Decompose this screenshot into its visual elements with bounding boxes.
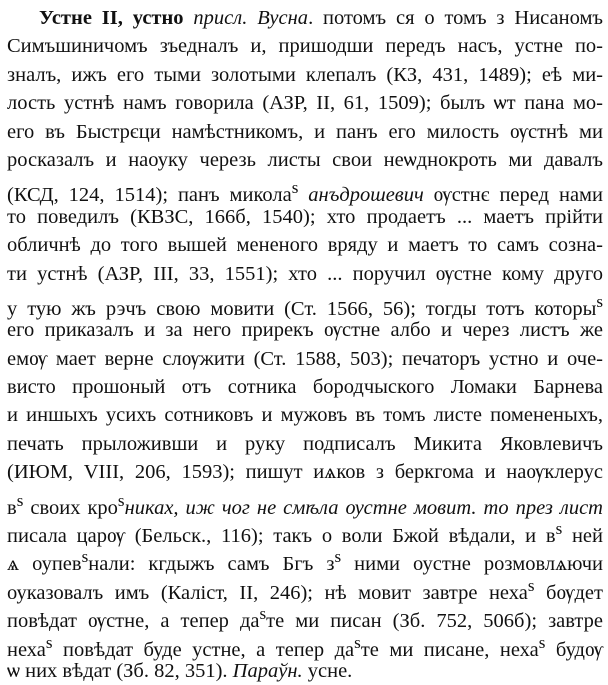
entry-line	[7, 260, 603, 288]
entry-line	[7, 600, 603, 633]
entry-text: повѣдат ѹстне, а тепер да	[7, 610, 260, 633]
entry-headword: Устне II, устно	[39, 7, 184, 29]
entry-text: никах, иж чог не смѣла ѹстне мовит. то през лист	[124, 496, 603, 519]
entry-line	[7, 458, 603, 486]
entry-text: печать прыложивши и руку подписалъ Микита Яковлевичъ	[7, 432, 603, 455]
entry-gloss: Вусна	[257, 7, 309, 29]
entry-part-of-speech: присл.	[193, 7, 248, 29]
entry-text: нами	[549, 184, 603, 207]
superscript-mark: s	[117, 490, 125, 510]
entry-line	[7, 543, 603, 576]
entry-line	[7, 515, 603, 547]
entry-text: в	[7, 496, 17, 519]
entry-text: обличнѣ до того вышей мененого вряду и маетъ то самъ созна-	[7, 234, 603, 257]
entry-line	[7, 231, 603, 259]
entry-text: те ми писан (Зб. 752, 506б); завтре	[266, 610, 603, 633]
entry-text: ѡ них вѣдат (Зб. 82, 351).	[7, 659, 233, 682]
entry-line	[7, 430, 603, 458]
superscript-mark: s	[81, 547, 89, 567]
entry-text: ними оустне розмовлѧючи	[341, 553, 603, 576]
entry-text: ѹстне кому друго	[425, 262, 603, 285]
entry-text: писала царѹ (Бельск., 116); такъ о воли Бжой вѣдали, и в	[7, 524, 556, 547]
entry-line	[7, 118, 603, 146]
entry-text: оуказовалъ имъ (Каліст, II, 246); нѣ мовит завтре неха	[7, 581, 528, 604]
entry-line	[7, 316, 603, 344]
entry-text: то поведилъ (КВЗС, 166б, 1540); хто продаетъ ... маетъ прійти	[7, 205, 603, 228]
entry-text: зналъ, ижъ его тыми золотыми клепалъ (КЗ, 431, 1489); еѣ ми-	[7, 63, 603, 86]
entry-text: его приказалъ и за него прирекъ ѹстне албо и через листъ же	[7, 319, 603, 342]
superscript-mark: s	[259, 604, 267, 624]
superscript-mark: s	[527, 575, 535, 595]
entry-text: ней	[562, 524, 603, 547]
entry-text: ѧ оупев	[7, 553, 82, 576]
entry-text: нали: кгдыжъ самъ Бгъ з	[88, 553, 335, 576]
entry-line	[7, 61, 603, 89]
superscript-mark: s	[538, 632, 546, 652]
dictionary-entry	[7, 4, 603, 685]
entry-line	[7, 373, 603, 401]
entry-text: Симъшиничомъ зъедналъ и, пришодши передъ насъ, устне по-	[7, 35, 603, 58]
entry-line: Устне II, устно присл. Вусна. потомъ ся о томъ з Нисаномъ	[39, 7, 604, 29]
entry-text: неха	[7, 638, 46, 661]
entry-text: своих кро	[23, 496, 118, 519]
entry-line	[7, 629, 603, 661]
entry-text: лость устнѣ намъ говорила (АЗР, II, 61, 1509); былъ ѡт пана мо-	[7, 92, 603, 115]
entry-text: ти устнѣ (АЗР, III, 33, 1551); хто ... поручил	[7, 262, 426, 285]
superscript-mark: s	[596, 291, 603, 311]
entry-text: висто прошоный отъ сотника бородчыского Ломаки Барнева	[7, 376, 603, 399]
entry-text: бѹдет	[534, 581, 603, 604]
entry-text: его въ Быстрєци намѣстникомъ, и панъ его милость ѹстнѣ ми	[7, 120, 603, 143]
entry-line	[7, 174, 603, 207]
entry-line	[7, 288, 603, 320]
entry-text: росказалъ и наоуку черезь листы свои неѡднокроть ми давалъ	[7, 148, 603, 171]
entry-line	[7, 89, 603, 117]
entry-text: (ИЮМ, VIII, 206, 1593); пишут иѧков з беркгома и наѹклерус	[7, 461, 603, 484]
entry-text: повѣдат буде устне, а тепер да	[52, 638, 355, 661]
entry-line	[7, 401, 603, 429]
entry-text: (КСД, 124, 1514); панъ микола	[7, 184, 292, 207]
entry-text: y тую жъ рэчъ свою мовити (Ст. 1566, 56); тогды тотъ которы	[7, 297, 597, 320]
entry-line	[7, 345, 603, 373]
entry-text: потомъ ся о томъ з Нисаномъ	[323, 7, 604, 29]
entry-line	[7, 657, 603, 685]
superscript-mark: s	[45, 632, 53, 652]
entry-line	[7, 487, 603, 519]
entry-line	[7, 146, 603, 174]
entry-text: емѹ мает верне слѹжити (Ст. 1588, 503); печаторъ устно и оче-	[7, 347, 603, 370]
entry-line	[7, 572, 603, 604]
entry-line	[7, 32, 603, 60]
entry-text: анъдрошевич	[298, 184, 424, 207]
entry-text: усне.	[302, 659, 353, 682]
superscript-mark: s	[354, 632, 361, 652]
superscript-mark: s	[16, 490, 24, 510]
cross-reference-label: Параўн.	[232, 659, 303, 682]
entry-text: и иншыхъ усихъ сотниковъ и мужовъ въ томъ листе помененыхъ,	[7, 404, 603, 427]
entry-text: будѹ	[545, 638, 603, 661]
entry-text: те ми писане, неха	[360, 638, 539, 661]
superscript-mark: s	[291, 178, 299, 198]
entry-line	[7, 203, 603, 231]
superscript-mark: s	[555, 519, 563, 539]
entry-text: ѹстнє перед	[423, 184, 550, 207]
superscript-mark: s	[334, 547, 342, 567]
